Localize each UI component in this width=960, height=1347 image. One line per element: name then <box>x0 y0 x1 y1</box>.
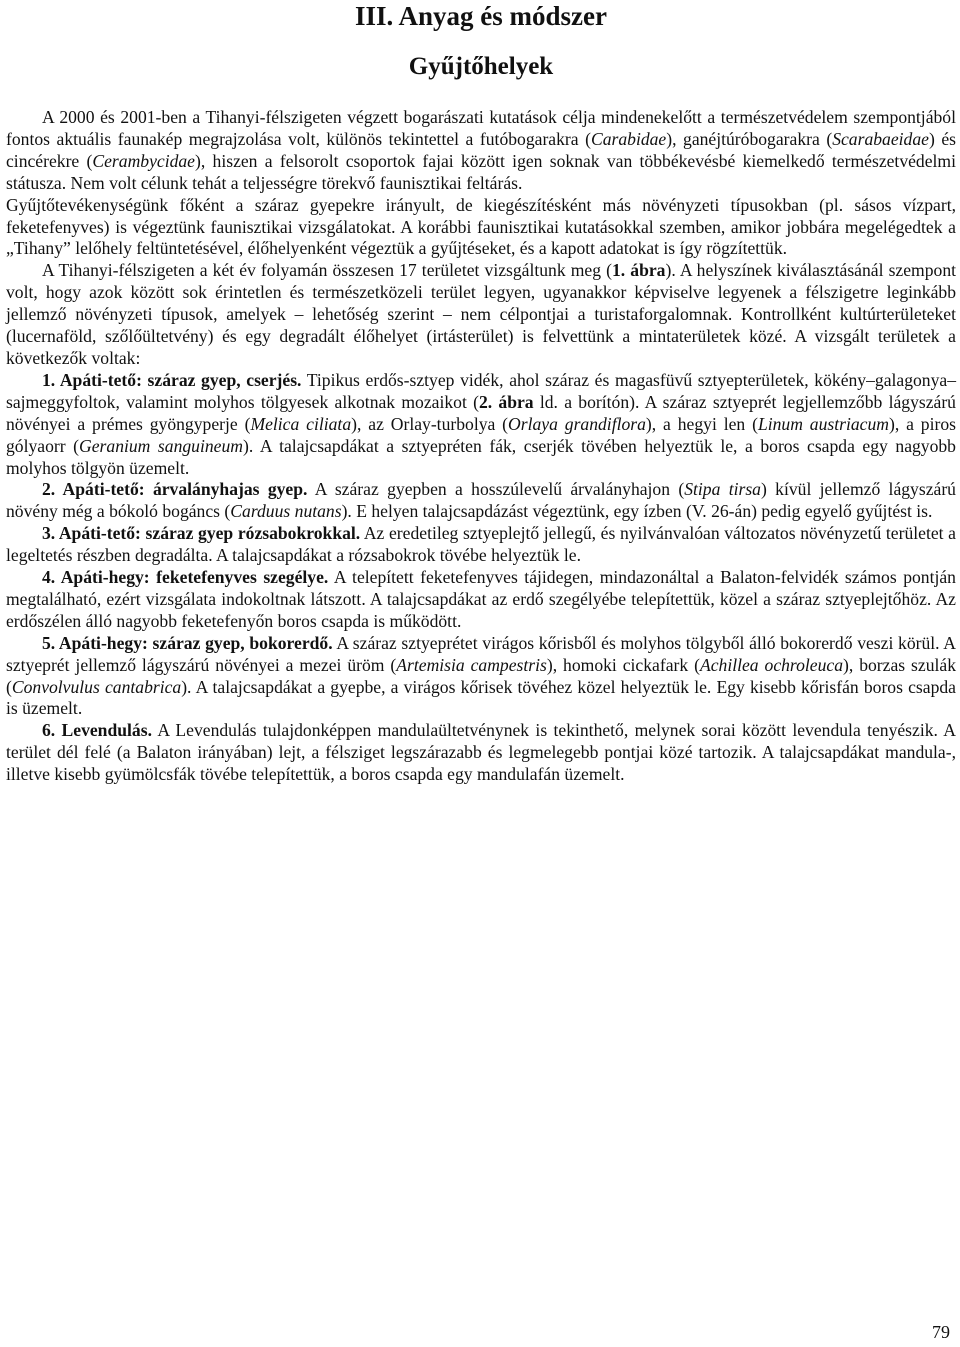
taxon-name: Carduus nutans <box>230 501 342 522</box>
site-1: 1. Apáti-tető: száraz gyep, cserjés. Tipikus erdős-sztyep vidék, ahol száraz és magasfüvű sztyepterületek, kökény–galagonya–sajmeggyfoltok, valamint molyhos tölgyesek alkotnak mozaikot (2. ábra ld. a borítón). A száraz sztyeprét legjellemzőbb lágyszárú növényei a prémes gyöngyperje (Melica ciliata), az Orlay-turbolya (Orlaya grandiflora), a hegyi len (Linum austriacum), a piros gólyaorr (Geranium sanguineum). A talajcsapdákat a sztyepréten fák, cserjék tövében helyeztük le, a boros csapda egy nagyobb molyhos tölgyön üzemelt. <box>6 369 956 478</box>
site-heading: 1. Apáti-tető: száraz gyep, cserjés. <box>42 369 302 390</box>
section-title: Gyűjtőhelyek <box>408 53 554 80</box>
taxon-name: Linum austriacum <box>757 413 889 434</box>
paragraph-areas: A Tihanyi-félszigeten a két év folyamán összesen 17 területet vizsgáltunk meg (1. ábra). A helyszínek kiválasztásánál szempont volt, hogy azok között sok érintetlen és természetközeli terület legyen, ugyanakkor képviselve legyenek a félszigetre leginkább jellemző növényzeti típusok, amelyek – lehetőség szerint – nem célpontjai a turistaforgalomnak. Kontrollként kultúrterületeket (lucernaföld, szőlőültetvény) és egy degradált élőhelyet (irtásterület) is felvettünk a mintaterületek közé. A vizsgált területek a következők voltak: <box>6 260 957 368</box>
figure-ref: 2. ábra <box>478 391 534 412</box>
taxon-name: Melica ciliata <box>250 413 352 434</box>
taxon-name: Convolvulus cantabrica <box>11 676 182 697</box>
site-heading: 2. Apáti-tető: árvalányhajas gyep. <box>42 479 308 500</box>
page-number: 79 <box>932 1322 950 1342</box>
chapter-title: III. Anyag és módszer <box>354 1 607 31</box>
site-6: 6. Levendulás. A Levendulás tulajdonképpen mandulaültetvénynek is tekinthető, melynek sorai között levendula tenyészik. A terület dél felé (a Balaton irányában) lejt, a félsziget legszárazabb és legmelegebb pontjai közé tartozik. A talajcsapdákat mandula-, illetve kisebb gyümölcsfák tövébe telepítettük, a boros csapda egy mandulafán üzemelt. <box>6 720 956 785</box>
figure-ref: 1. ábra <box>611 260 666 281</box>
paragraph-collecting: Gyűjtőtevékenységünk főként a száraz gyepekre irányult, de kiegészítésként más növényzeti típusokban (pl. sásos vízpart, feketefenyves) is végeztünk faunisztikai vizsgálatokat. A korábbi faunisztikai kutatásokkal szemben, amikor jobbára megelégedtek a „Tihany” lelőhely feltüntetésével, élőhelyenként végeztük a gyűjtéseket, és a kapott adatokat is így rögzítettük. <box>6 194 956 259</box>
site-heading: 4. Apáti-hegy: feketefenyves szegélye. <box>42 567 329 588</box>
site-heading: 5. Apáti-hegy: száraz gyep, bokorerdő. <box>42 632 333 653</box>
taxon-name: Geranium sanguineum <box>79 435 243 456</box>
taxon-name: Orlaya grandiflora <box>508 413 646 434</box>
taxon-name: Cerambycidae <box>92 150 195 171</box>
taxon-name: Stipa tirsa <box>684 479 761 500</box>
body-text <box>6 107 956 786</box>
paragraph-intro: A 2000 és 2001-ben a Tihanyi-félszigeten végzett bogarászati kutatások célja mindenekelőtt a természetvédelem szempontjából fontos aktuális faunakép megrajzolása volt, különös tekintettel a futóbogarakra (Carabidae), ganéjtúróbogarakra (Scarabaeidae) és cincérekre (Cerambycidae), hiszen a felsorolt csoportok fajai között igen soknak van többékevésbé kiemelkedő természetvédelmi státusza. Nem volt célunk tehát a teljességre törekvő faunisztikai feltárás. <box>6 107 957 193</box>
taxon-name: Artemisia campestris <box>396 654 547 675</box>
taxon-name: Scarabaeidae <box>832 128 929 149</box>
taxon-name: Achillea ochroleuca <box>699 654 844 675</box>
site-heading: 6. Levendulás. <box>42 720 152 741</box>
site-heading: 3. Apáti-tető: száraz gyep rózsabokrokkal. <box>42 523 361 544</box>
site-3: 3. Apáti-tető: száraz gyep rózsabokrokkal. Az eredetileg sztyeplejtő jellegű, és nyilvánvalóan változatos növényzetű területet a legeltetés részben degradálta. A talajcsapdákat a rózsabokrok tövébe helyeztük le. <box>6 523 956 566</box>
site-4: 4. Apáti-hegy: feketefenyves szegélye. A telepített feketefenyves tájidegen, mindazonáltal a Balaton-felvidék számos pontján megtalálható, ezért vizsgálata indokoltnak látszott. A talajcsapdákat az erdő szegélyébe telepítettük, közel a száraz sztyeplejtőhöz. Az erdőszélen álló nagyobb feketefenyőn boros csapda is működött. <box>6 567 956 631</box>
taxon-name: Carabidae <box>590 128 667 149</box>
site-5: 5. Apáti-hegy: száraz gyep, bokorerdő. A száraz sztyeprétet virágos kőrisből és molyhos tölgyből álló bokorerdő veszi körül. A sztyeprét jellemző lágyszárú növényei a mezei üröm (Artemisia campestris), homoki cickafark (Achillea ochroleuca), borzas szulák (Convolvulus cantabrica). A talajcsapdákat a gyepbe, a virágos kőrisek tövéhez közel helyeztük le. Egy kisebb kőrisfán boros csapda is üzemelt. <box>6 632 956 719</box>
site-2: 2. Apáti-tető: árvalányhajas gyep. A száraz gyepben a hosszúlevelű árvalányhajon (Stipa tirsa) kívül jellemző lágyszárú növény még a bókoló bogáncs (Carduus nutans). E helyen talajcsapdázást végeztünk, egy ízben (V. 26-án) pedig egyelő gyűjtést is. <box>6 479 956 522</box>
